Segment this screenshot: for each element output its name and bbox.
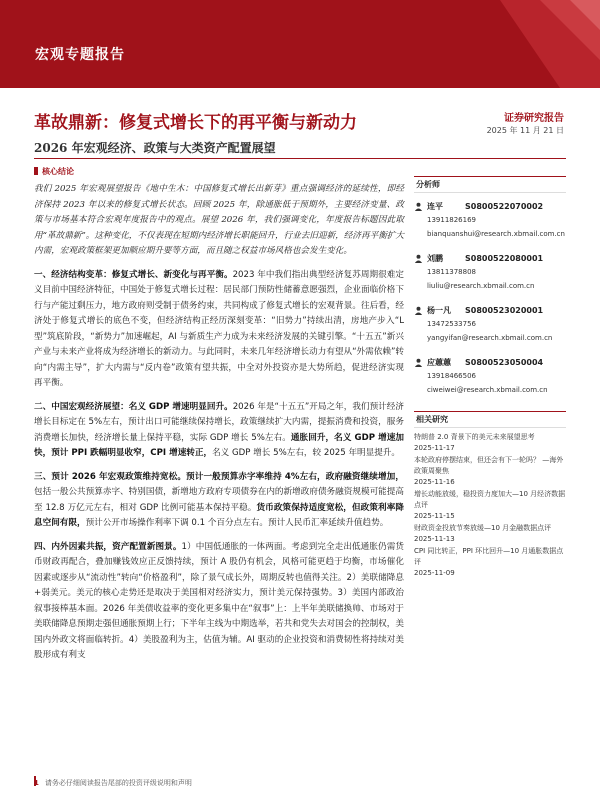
analyst-cert: S0800522070002 — [465, 201, 544, 211]
paragraph-2-text-a: 2026 年是“十五五”开局之年，我们预计经济增长目标定在 5%左右，预计出口可能继续保持增长，政策继续扩大内需，提振消费和投资，服务消费增长加快，经济增长量上保持平稳，实际 GDP 增长 5%左右。 — [34, 401, 404, 443]
analyst-email[interactable]: bianquanshui@research.xbmail.com.cn — [427, 230, 565, 238]
related-date: 2025-11-17 — [414, 444, 455, 452]
analyst-cert: S0800523050004 — [465, 357, 544, 367]
related-header: 相关研究 — [414, 411, 566, 428]
related-item[interactable] — [414, 455, 566, 488]
analyst-card — [414, 355, 566, 397]
related-item[interactable] — [414, 432, 566, 454]
related-title: 本轮政府停摆结束，但还会有下一轮吗？ —海外政策周聚焦 — [414, 456, 564, 475]
analyst-card — [414, 251, 566, 293]
paragraph-3-text-a: 包括一般公共预算赤字、特别国债，新增地方政府专项债券在内的新增政府债务融资规模可能提高至 12.8 万亿元左右，相对 GDP 比例可能基本保持平稳。 — [34, 487, 404, 513]
person-icon — [414, 358, 423, 367]
paragraph-2 — [34, 400, 404, 462]
related-date: 2025-11-13 — [414, 535, 455, 543]
related-title: 财政资金投放节奏放缓—10 月金融数据点评 — [414, 524, 552, 532]
related-item[interactable] — [414, 489, 566, 522]
paragraph-3-bold: 货币政策保持适度宽松，但政策利率降息空间有限， — [34, 502, 404, 528]
person-icon — [414, 306, 423, 315]
report-title: 革故鼎新：修复式增长下的再平衡与新动力 — [34, 113, 357, 133]
section-marker-icon — [34, 167, 38, 175]
related-title: 增长动能放缓，稳投资力度加大—10 月经济数据点评 — [414, 490, 566, 509]
analyst-name: 连平 — [427, 201, 443, 211]
related-date: 2025-11-15 — [414, 512, 455, 520]
paragraph-2-heading: 二、中国宏观经济展望：名义 GDP 增速明显回升。 — [34, 401, 233, 412]
related-date: 2025-11-09 — [414, 569, 455, 577]
analyst-cert: S0800523020001 — [465, 305, 544, 315]
person-icon — [414, 202, 423, 211]
person-icon — [414, 254, 423, 263]
report-type: 证券研究报告 — [504, 113, 564, 124]
title-divider — [34, 158, 566, 159]
main-body — [34, 182, 404, 672]
analyst-phone: 13811378808 — [427, 268, 476, 276]
paragraph-3-heading: 三、预计 2026 年宏观政策维持宽松。预计一般预算赤字率维持 4%左右，政府融资继续增加， — [34, 471, 404, 482]
report-subtitle: 2026 年宏观经济、政策与大类资产配置展望 — [34, 141, 276, 155]
banner-decoration — [470, 0, 600, 88]
paragraph-4-text: 1）中国低通胀的一体两面。考虑到完全走出低通胀仍需货币财政再配合，叠加赚钱效应正反馈持续，预计 A 股仍有机会，风格可能更趋于均衡，市场催化因素或逐步从“流动性”转向“价格盈利”，除了景气成长外，周期反转也值得关注。2）美联储降息+弱美元。美元的核心走势还是取决于美国相对经济实力，预计美元保持强势。3）美国内部政治叙事接棒基本面。2026 年美债收益率的变化更多集中在“叙事”上：上半年美联储换帅、市场对于美联储降息预期走强但通胀预期上行；下半年主线为中期选举，若共和党失去对国会的控制权，美国内外政文将面临转折。4）美股盈利为主，估值为辅。AI 驱动的企业投资和消费韧性将持续对美股形成有利支 — [34, 541, 404, 660]
related-title: CPI 同比转正，PPI 环比回升—10 月通胀数据点评 — [414, 547, 564, 566]
analyst-name: 杨一凡 — [427, 305, 451, 315]
intro-paragraph: 我们 2025 年宏观展望报告《地中生木：中国修复式增长出新芽》重点强调经济的延续性，即经济保持 2023 年以来的修复式增长状态。回顾 2025 年，除通胀低于预期外，主要经济变量、政策与市场基本符合宏观年度报告中的观点。展望 2026 年，我们强调变化，年度报告标题因此取用“革故鼎新”。这种变化，不仅表现在短期内经济增长职能回升，行业去旧迎新，经济再平衡扩大内需，宏观政策框架更加顺应期升要等方面，而且随之权益市场风格也会发生变化。 — [34, 184, 404, 256]
analyst-name: 刘鹏 — [427, 253, 443, 263]
report-date: 2025 年 11 月 21 日 — [486, 126, 564, 135]
paragraph-3 — [34, 470, 404, 532]
related-item[interactable] — [414, 523, 566, 545]
sidebar — [414, 176, 566, 580]
page-number: 1 — [34, 779, 39, 787]
paragraph-3-text-b: 预计公开市场操作利率下调 0.1 个百分点左右。预计人民币汇率延续升值趋势。 — [85, 518, 389, 528]
analyst-list — [414, 199, 566, 397]
related-research — [414, 411, 566, 579]
analyst-name: 应蕙蕙 — [427, 357, 451, 367]
header-banner — [0, 0, 600, 88]
analyst-email[interactable]: liuliu@research.xbmail.com.cn — [427, 282, 535, 290]
paragraph-1-heading: 一、经济结构变革：修复式增长、新变化与再平衡。 — [34, 269, 233, 280]
analyst-cert: S0800522080001 — [465, 253, 544, 263]
related-list — [414, 432, 566, 579]
paragraph-4-heading: 四、内外因素共振，资产配置新图景。 — [34, 541, 182, 552]
analyst-phone: 13472533756 — [427, 320, 476, 328]
related-item[interactable] — [414, 546, 566, 579]
paragraph-1 — [34, 268, 404, 392]
analyst-email[interactable]: yangyifan@research.xbmail.com.cn — [427, 334, 553, 342]
paragraph-2-bold: 通胀回升，名义 GDP 增速加快，预计 PPI 跌幅明显收窄，CPI 增速转正， — [34, 432, 404, 458]
related-title: 特朗普 2.0 背景下的美元未来展望思考 — [414, 433, 535, 441]
paragraph-2-text-b: 名义 GDP 增长 5%左右，较 2025 年明显提升。 — [212, 448, 401, 458]
analyst-phone: 13918466506 — [427, 372, 476, 380]
analyst-email[interactable]: ciweiwei@research.xbmail.com.cn — [427, 386, 548, 394]
analyst-card — [414, 199, 566, 241]
analyst-card — [414, 303, 566, 345]
footer-disclaimer: 请务必仔细阅读报告尾部的投资评级说明和声明 — [44, 779, 192, 787]
paragraph-4 — [34, 540, 404, 664]
page-footer — [34, 778, 192, 788]
banner-title: 宏观专题报告 — [35, 47, 125, 63]
paragraph-1-text: 2023 年中我们指出典型经济复苏周期很难定义目前中国经济特征，中国处于修复式增长过程：居民部门预防性储蓄意愿强烈，企业面临价格下行与产能过剩压力，地方政府则受制于债务约束，共同构成了修复式增长的宏观背景。往后看，经济处于修复式增长的底色不变，但经济结构正经历深刻变革：“旧势力”持续出清，房地产步入“L型”筑底阶段，“新势力”加速崛起，AI 与新质生产力成为未来经济发展的关键引擎。“十五五”新兴产业与未来产业将成为经济增长的新动力。与此同时，未来几年经济增长动力有望从“外需依赖”转向“内需主导”，扩大内需与“反内卷”政策有望共振，中全对外投资亦是大势所趋，促进经济实现再平衡。 — [34, 269, 404, 388]
related-date: 2025-11-16 — [414, 478, 455, 486]
analyst-phone: 13911826169 — [427, 216, 476, 224]
analysts-header: 分析师 — [414, 176, 566, 193]
core-conclusion-label: 核心结论 — [34, 166, 74, 177]
